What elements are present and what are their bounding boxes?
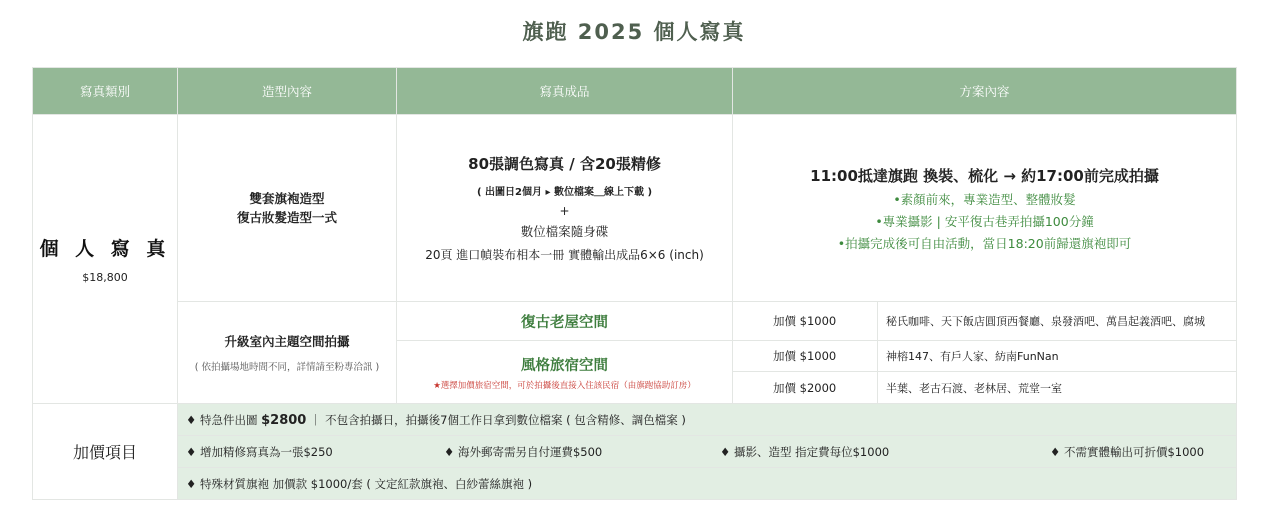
addon-express-amount: $2800 (261, 412, 307, 428)
page-title: 旗跑 2025 個人寫真 (522, 20, 746, 44)
space-old-house: 復古老屋空間 (521, 314, 608, 331)
product-delivery: ( 出圖日2個月 ▸ 數位檔案＿線上下載 ) (476, 187, 653, 198)
category-price: $18,800 (82, 271, 128, 284)
upgrade-note: ( 依拍攝場地時間不同，詳情請至粉專洽訊 ) (194, 362, 380, 373)
plan-cell (733, 115, 1237, 302)
upgrade-title: 升級室內主題空間拍攝 (224, 334, 350, 349)
addon-designation: ♦ 攝影、造型 指定費每位$1000 (720, 444, 890, 459)
header-plan: 方案內容 (733, 68, 1237, 115)
venues-old-house: 秘氏咖啡、天下飯店圓頂西餐廳、泉發酒吧、萬昌起義酒吧、腐城 (878, 302, 1237, 341)
addon-row-3 (33, 468, 1237, 500)
addon-express (178, 404, 1237, 436)
plan-item-makeup: •素顏前來，專業造型、整體妝髮 (893, 191, 1076, 207)
product-cell (397, 115, 733, 302)
price-hotel-2: 加價 $2000 (733, 372, 878, 404)
category-name: 個 人 寫 真 (39, 238, 171, 260)
addon-special-qipao: ♦ 特殊材質旗袍 加價款 $1000/套 ( 文定紅款旗袍、白紗蕾絲旗袍 ) (178, 468, 1237, 500)
header-product: 寫真成品 (397, 68, 733, 115)
header-category: 寫真類別 (33, 68, 178, 115)
addon-label: 加價項目 (33, 404, 178, 500)
addon-no-print: ♦ 不需實體輸出可折價$1000 (1050, 444, 1205, 459)
table-header-row (33, 68, 1237, 115)
space-hotel-note: ★選擇加價旅宿空間，可於拍攝後直接入住該民宿（由旗跑協助訂房） (433, 380, 696, 391)
product-usb: 數位檔案隨身碟 (520, 224, 609, 239)
upgrade-row-1 (33, 302, 1237, 341)
venues-hotel-1: 神榕147、有戶人家、紡南FunNan (878, 341, 1237, 372)
venues-hotel-2: 半葉、老古石渡、老林居、荒堂一室 (878, 372, 1237, 404)
addon-express-suffix: ｜ 不包含拍攝日，拍攝後7個工作日拿到數位檔案 ( 包含精修、調色檔案 ) (306, 412, 686, 427)
addon-retouch: ♦ 增加精修寫真為一張$250 (186, 444, 333, 459)
addon-express-prefix: ♦ 特急件出圖 (186, 412, 262, 427)
header-styling: 造型內容 (178, 68, 397, 115)
space-hotel-cell (397, 341, 733, 404)
price-hotel-1: 加價 $1000 (733, 341, 878, 372)
product-photos: 80張調色寫真 / 含20張精修 (468, 155, 661, 173)
addon-row-1 (33, 404, 1237, 436)
styling-line-2: 復古妝髮造型一式 (236, 210, 337, 225)
plan-headline: 11:00抵達旗跑 換裝、梳化 → 約17:00前完成拍攝 (810, 166, 1159, 185)
plan-item-photography: •專業攝影 | 安平復古巷弄拍攝100分鐘 (875, 213, 1094, 229)
category-cell (33, 115, 178, 404)
addon-options (178, 436, 1237, 468)
plan-item-return: •拍攝完成後可自由活動，當日18:20前歸還旗袍即可 (837, 235, 1132, 251)
pricing-table (32, 67, 1237, 500)
space-hotel: 風格旅宿空間 (521, 357, 608, 374)
space-old-house-cell (397, 302, 733, 341)
price-old-house: 加價 $1000 (733, 302, 878, 341)
styling-line-1: 雙套旗袍造型 (249, 191, 325, 206)
product-plus: + (559, 204, 570, 218)
main-row (33, 115, 1237, 302)
upgrade-cell (178, 302, 397, 404)
styling-cell (178, 115, 397, 302)
product-album: 20頁 進口幀裝布相本一冊 實體輸出成品6×6 (inch) (425, 248, 704, 262)
addon-row-2 (33, 436, 1237, 468)
addon-shipping: ♦ 海外郵寄需另自付運費$500 (444, 444, 603, 459)
